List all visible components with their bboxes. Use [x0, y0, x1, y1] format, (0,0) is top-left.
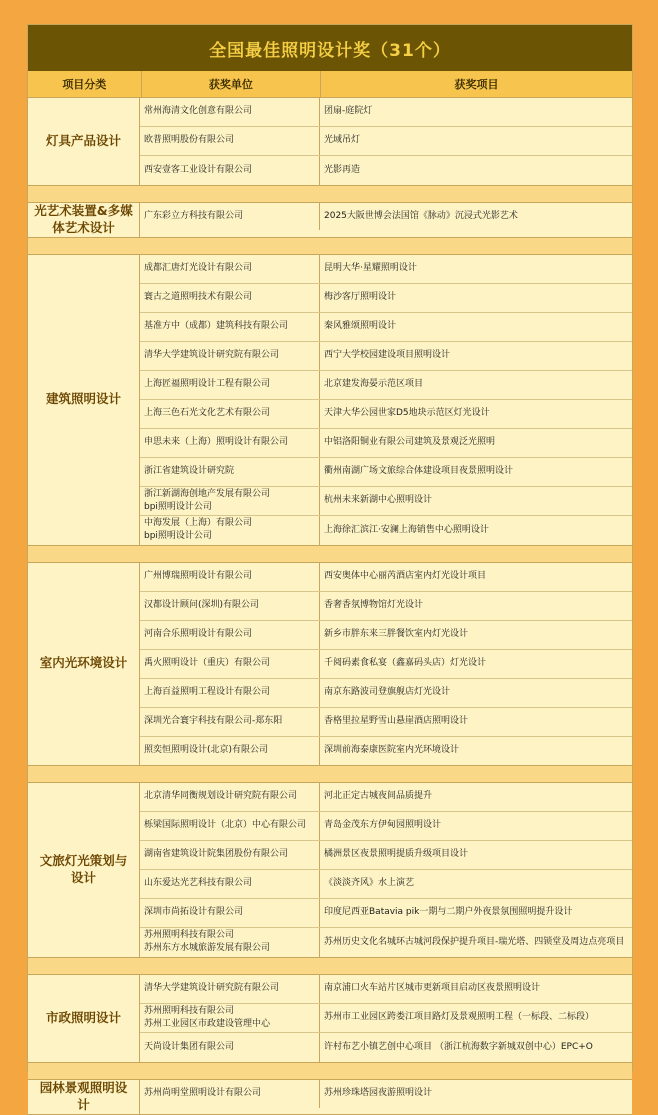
award-unit-name: 广州博瑞照明设计有限公司: [144, 571, 253, 582]
award-project-cell: 苏州历史文化名城环古城河段保护提升项目-瑞光塔、四锁堂及周边点亮项目: [324, 936, 625, 947]
group-divider: [28, 186, 632, 203]
award-project-cell: 《淡淡齐风》水上演艺: [324, 878, 415, 889]
category-label: 光艺术装置&多媒体艺术设计: [28, 203, 140, 237]
table-row: [140, 812, 632, 841]
award-project-cell: 青岛金茂东方伊甸园照明设计: [324, 820, 442, 831]
table-row: [140, 156, 632, 185]
award-unit-cell: [140, 1033, 320, 1062]
table-row: [140, 841, 632, 870]
award-unit-name: 浙江省建筑设计研究院: [144, 466, 235, 477]
award-unit-name: 汉都设计顾问(深圳)有限公司: [144, 600, 260, 611]
table-row: [140, 203, 632, 230]
award-project-cell: 昆明大华·星耀照明设计: [324, 263, 417, 274]
category-group: [28, 975, 632, 1063]
award-unit-name: 清华大学建筑设计研究院有限公司: [144, 350, 280, 361]
award-project-cell: 深圳前海泰康医院室内光环境设计: [324, 745, 460, 756]
table-row: [140, 621, 632, 650]
award-unit-cell: [140, 679, 320, 707]
group-divider: [28, 1063, 632, 1080]
table-row: [140, 313, 632, 342]
table-row: [140, 1004, 632, 1033]
table-row: [140, 708, 632, 737]
category-group: [28, 1080, 632, 1115]
award-project-cell: 苏州珍珠塔园夜游照明设计: [324, 1088, 433, 1099]
group-divider: [28, 958, 632, 975]
award-project-cell: 河北正定古城夜间品质提升: [324, 791, 433, 802]
award-unit-cell: [140, 284, 320, 312]
award-unit-cell: [140, 156, 320, 185]
award-unit-name: bpi照明设计公司: [144, 501, 212, 512]
table-row: [140, 928, 632, 957]
award-unit-name: 深圳光合寰宇科技有限公司-郑东阳: [144, 716, 283, 727]
category-label: 文旅灯光策划与设计: [28, 783, 140, 957]
award-unit-name: 成都汇唐灯光设计有限公司: [144, 263, 253, 274]
award-project-cell: 印度尼西亚Batavia pik一期与二期户外夜景氛围照明提升设计: [324, 907, 573, 918]
award-unit-name: 苏州工业园区市政建设管理中心: [144, 1018, 271, 1029]
award-project-cell: 光域吊灯: [324, 135, 361, 146]
award-unit-cell: [140, 737, 320, 765]
award-project-cell: 北京建发海晏示范区项目: [324, 379, 424, 390]
award-unit-cell: [140, 458, 320, 486]
award-unit-name: 苏州尚明堂照明设计有限公司: [144, 1088, 262, 1099]
awards-table: [27, 24, 633, 1112]
award-unit-cell: [140, 1080, 320, 1108]
award-unit-cell: [140, 812, 320, 840]
table-row: [140, 650, 632, 679]
award-unit-cell: [140, 783, 320, 811]
award-unit-name: 山东爱达光艺科技有限公司: [144, 878, 253, 889]
award-project-cell: 杭州未来新湖中心照明设计: [324, 495, 433, 506]
award-unit-name: 苏州照明科技有限公司: [144, 930, 235, 941]
award-unit-cell: [140, 400, 320, 428]
table-body: [28, 98, 632, 1115]
award-project-cell: 西宁大学校园建设项目照明设计: [324, 350, 451, 361]
award-project-cell: 天津大华公园世家D5地块示范区灯光设计: [324, 408, 490, 419]
table-row: [140, 400, 632, 429]
header-unit: 获奖单位: [142, 71, 321, 97]
award-project-cell: 许村布艺小镇艺创中心项目 （浙江杭海数字新城双创中心）EPC+O: [324, 1041, 593, 1052]
award-unit-cell: [140, 899, 320, 927]
award-unit-name: 禹火照明设计（重庆）有限公司: [144, 658, 271, 669]
award-unit-cell: [140, 255, 320, 283]
award-unit-name: 申思未来（上海）照明设计有限公司: [144, 437, 289, 448]
table-row: [140, 1033, 632, 1062]
header-category: 项目分类: [28, 71, 142, 97]
award-unit-name: 清华大学建筑设计研究院有限公司: [144, 983, 280, 994]
award-unit-name: 天尚设计集团有限公司: [144, 1041, 235, 1052]
award-unit-name: 广东彩立方科技有限公司: [144, 210, 244, 221]
header-project: 获奖项目: [454, 78, 499, 91]
award-project-cell: 上海徐汇滨江·安澜上海销售中心照明设计: [324, 524, 489, 535]
table-row: [140, 429, 632, 458]
award-unit-name: 中海发展（上海）有限公司: [144, 518, 253, 529]
award-project-cell: 千阅码素食私宴（鑫嘉码头店）灯光设计: [324, 658, 487, 669]
award-unit-cell: [140, 975, 320, 1003]
award-unit-name: 上海三色石光文化艺术有限公司: [144, 408, 271, 419]
award-unit-cell: [140, 592, 320, 620]
award-project-cell: 苏州市工业园区跨娄江项目路灯及景观照明工程（一标段、二标段）: [324, 1012, 595, 1023]
category-label: 室内光环境设计: [28, 563, 140, 765]
award-unit-cell: [140, 203, 320, 230]
table-row: [140, 255, 632, 284]
table-row: [140, 127, 632, 156]
table-row: [140, 1080, 632, 1108]
award-unit-cell: [140, 650, 320, 678]
award-project-cell: 中铝洛阳铜业有限公司建筑及景观泛光照明: [324, 437, 496, 448]
award-unit-name: bpi照明设计公司: [144, 531, 212, 542]
award-unit-name: 湖南省建筑设计院集团股份有限公司: [144, 849, 289, 860]
award-unit-name: 欧普照明股份有限公司: [144, 135, 235, 146]
award-unit-cell: [140, 98, 320, 126]
table-row: [140, 98, 632, 127]
table-row: [140, 975, 632, 1004]
award-unit-name: 河南合乐照明设计有限公司: [144, 629, 253, 640]
award-unit-name: 照奕恒照明设计(北京)有限公司: [144, 745, 269, 756]
award-project-cell: 光影再造: [324, 164, 361, 175]
award-project-cell: 南京东路波司登旗舰店灯光设计: [324, 687, 451, 698]
award-unit-cell: [140, 127, 320, 155]
category-label: 建筑照明设计: [28, 255, 140, 545]
award-unit-name: 上海匠福照明设计工程有限公司: [144, 379, 271, 390]
award-unit-name: 寰古之道照明技术有限公司: [144, 292, 253, 303]
award-unit-cell: [140, 563, 320, 591]
group-divider: [28, 238, 632, 255]
table-row: [140, 899, 632, 928]
table-row: [140, 870, 632, 899]
table-row: [140, 783, 632, 812]
category-group: [28, 98, 632, 186]
award-unit-cell: [140, 621, 320, 649]
table-row: [140, 284, 632, 313]
table-header-row: [28, 71, 632, 98]
award-project-cell: 香奢香氛博物馆灯光设计: [324, 600, 424, 611]
category-label: 园林景观照明设计: [28, 1080, 140, 1114]
table-row: [140, 563, 632, 592]
table-row: [140, 371, 632, 400]
table-row: [140, 458, 632, 487]
table-row: [140, 516, 632, 545]
table-row: [140, 679, 632, 708]
award-unit-cell: [140, 313, 320, 341]
award-project-cell: 梅沙客厅照明设计: [324, 292, 397, 303]
award-unit-cell: [140, 516, 320, 545]
award-unit-name: 栎梁国际照明设计（北京）中心有限公司: [144, 820, 307, 831]
award-unit-name: 西安壹客工业设计有限公司: [144, 164, 253, 175]
table-row: [140, 737, 632, 765]
category-group: [28, 563, 632, 766]
award-unit-cell: [140, 487, 320, 515]
category-label: 市政照明设计: [28, 975, 140, 1062]
category-label: 灯具产品设计: [28, 98, 140, 185]
award-unit-name: 常州海清文化创意有限公司: [144, 106, 253, 117]
category-group: [28, 203, 632, 238]
award-unit-name: 浙江新湖海创地产发展有限公司: [144, 488, 271, 499]
table-row: [140, 487, 632, 516]
group-divider: [28, 546, 632, 563]
award-project-cell: 西安奥体中心丽芮酒店室内灯光设计项目: [324, 571, 487, 582]
award-project-cell: 香格里拉星野雪山悬崖酒店照明设计: [324, 716, 469, 727]
award-project-cell: 南京浦口火车站片区城市更新项目启动区夜景照明设计: [324, 983, 541, 994]
award-unit-cell: [140, 841, 320, 869]
award-project-cell: 橘洲景区夜景照明提质升级项目设计: [324, 849, 469, 860]
award-unit-name: 深圳市尚拓设计有限公司: [144, 907, 244, 918]
group-divider: [28, 766, 632, 783]
award-unit-cell: [140, 928, 320, 957]
award-project-cell: 新乡市胖东来三胖餐饮室内灯光设计: [324, 629, 469, 640]
table-title: 全国最佳照明设计奖（31个）: [28, 25, 632, 71]
award-unit-name: 苏州照明科技有限公司: [144, 1005, 235, 1016]
award-unit-name: 上海百益照明工程设计有限公司: [144, 687, 271, 698]
table-row: [140, 342, 632, 371]
table-row: [140, 592, 632, 621]
award-unit-name: 苏州东方水城旅游发展有限公司: [144, 943, 271, 954]
award-unit-cell: [140, 1004, 320, 1032]
award-unit-cell: [140, 429, 320, 457]
award-unit-cell: [140, 870, 320, 898]
award-unit-name: 基准方中（成都）建筑科技有限公司: [144, 321, 289, 332]
award-unit-cell: [140, 342, 320, 370]
award-project-cell: 衢州南湖广场文旅综合体建设项目夜景照明设计: [324, 466, 514, 477]
award-project-cell: 2025大阪世博会法国馆《脉动》沉浸式光影艺术: [324, 210, 518, 221]
award-project-cell: 团扇-庭院灯: [324, 106, 373, 117]
award-unit-name: 北京清华同衡规划设计研究院有限公司: [144, 791, 298, 802]
award-unit-cell: [140, 708, 320, 736]
award-project-cell: 秦风雅颂照明设计: [324, 321, 397, 332]
award-unit-cell: [140, 371, 320, 399]
category-group: [28, 255, 632, 546]
category-group: [28, 783, 632, 958]
